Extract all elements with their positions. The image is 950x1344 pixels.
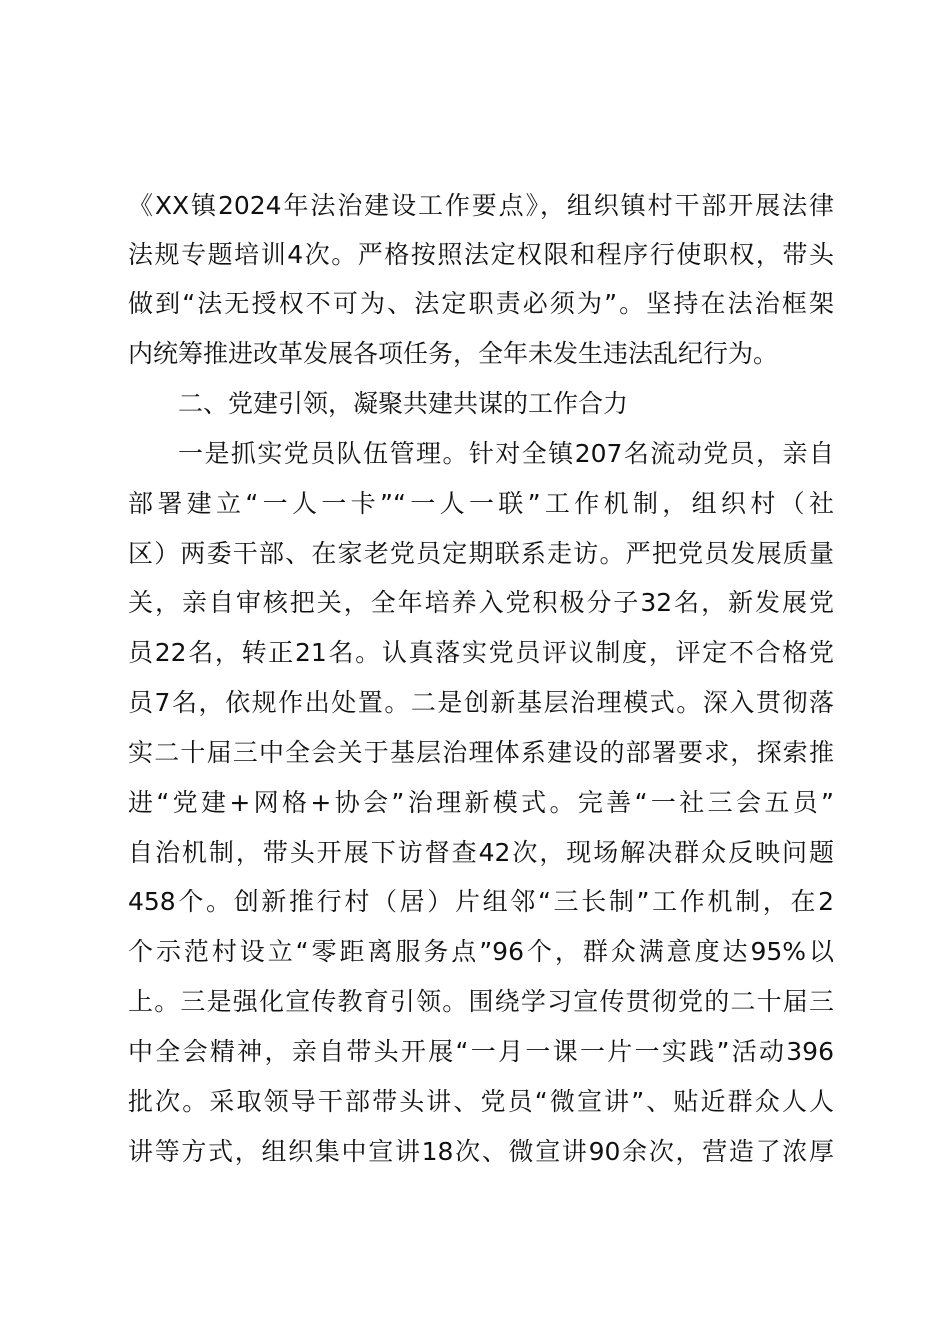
text-line: 内统筹推进改革发展各项任务，全年未发生违法乱纪行为。 [128, 339, 779, 368]
text-line: 关，亲自审核把关，全年培养入党积极分子32名，新发展党 [128, 588, 834, 617]
text-line: 批次。采取领导干部带头讲、党员“微宣讲”、贴近群众人人 [128, 1087, 834, 1116]
text-line: 区）两委干部、在家老党员定期联系走访。严把党员发展质量 [128, 539, 834, 568]
text-line: 实二十届三中全会关于基层治理体系建设的部署要求，探索推 [128, 738, 834, 767]
text-line: 《XX镇2024年法治建设工作要点》，组织镇村干部开展法律 [128, 191, 834, 220]
text-line: 自治机制，带头开展下访督查42次，现场解决群众反映问题 [128, 838, 834, 867]
text-line: 员22名，转正21名。认真落实党员评议制度，评定不合格党 [128, 638, 834, 667]
text-line: 讲等方式，组织集中宣讲18次、微宣讲90余次，营造了浓厚 [128, 1137, 834, 1166]
section-heading: 二、党建引领，凝聚共建共谋的工作合力 [178, 389, 629, 418]
text-line: 部署建立“一人一卡”“一人一联”工作机制，组织村（社 [128, 489, 834, 518]
text-line: 中全会精神，亲自带头开展“一月一课一片一实践”活动396 [128, 1037, 834, 1066]
text-line: 做到“法无授权不可为、法定职责必须为”。坚持在法治框架 [128, 289, 834, 318]
text-line: 458个。创新推行村（居）片组邻“三长制”工作机制，在2 [128, 887, 834, 916]
text-line: 员7名，依规作出处置。二是创新基层治理模式。深入贯彻落 [128, 688, 834, 717]
text-line: 个示范村设立“零距离服务点”96个，群众满意度达95%以 [128, 937, 834, 966]
text-line: 上。三是强化宣传教育引领。围绕学习宣传贯彻党的二十届三 [128, 987, 834, 1016]
text-line: 进“党建+网格+协会”治理新模式。完善“一社三会五员” [128, 788, 834, 817]
text-line: 一是抓实党员队伍管理。针对全镇207名流动党员，亲自 [178, 439, 834, 468]
text-line: 法规专题培训4次。严格按照法定权限和程序行使职权，带头 [128, 240, 834, 269]
